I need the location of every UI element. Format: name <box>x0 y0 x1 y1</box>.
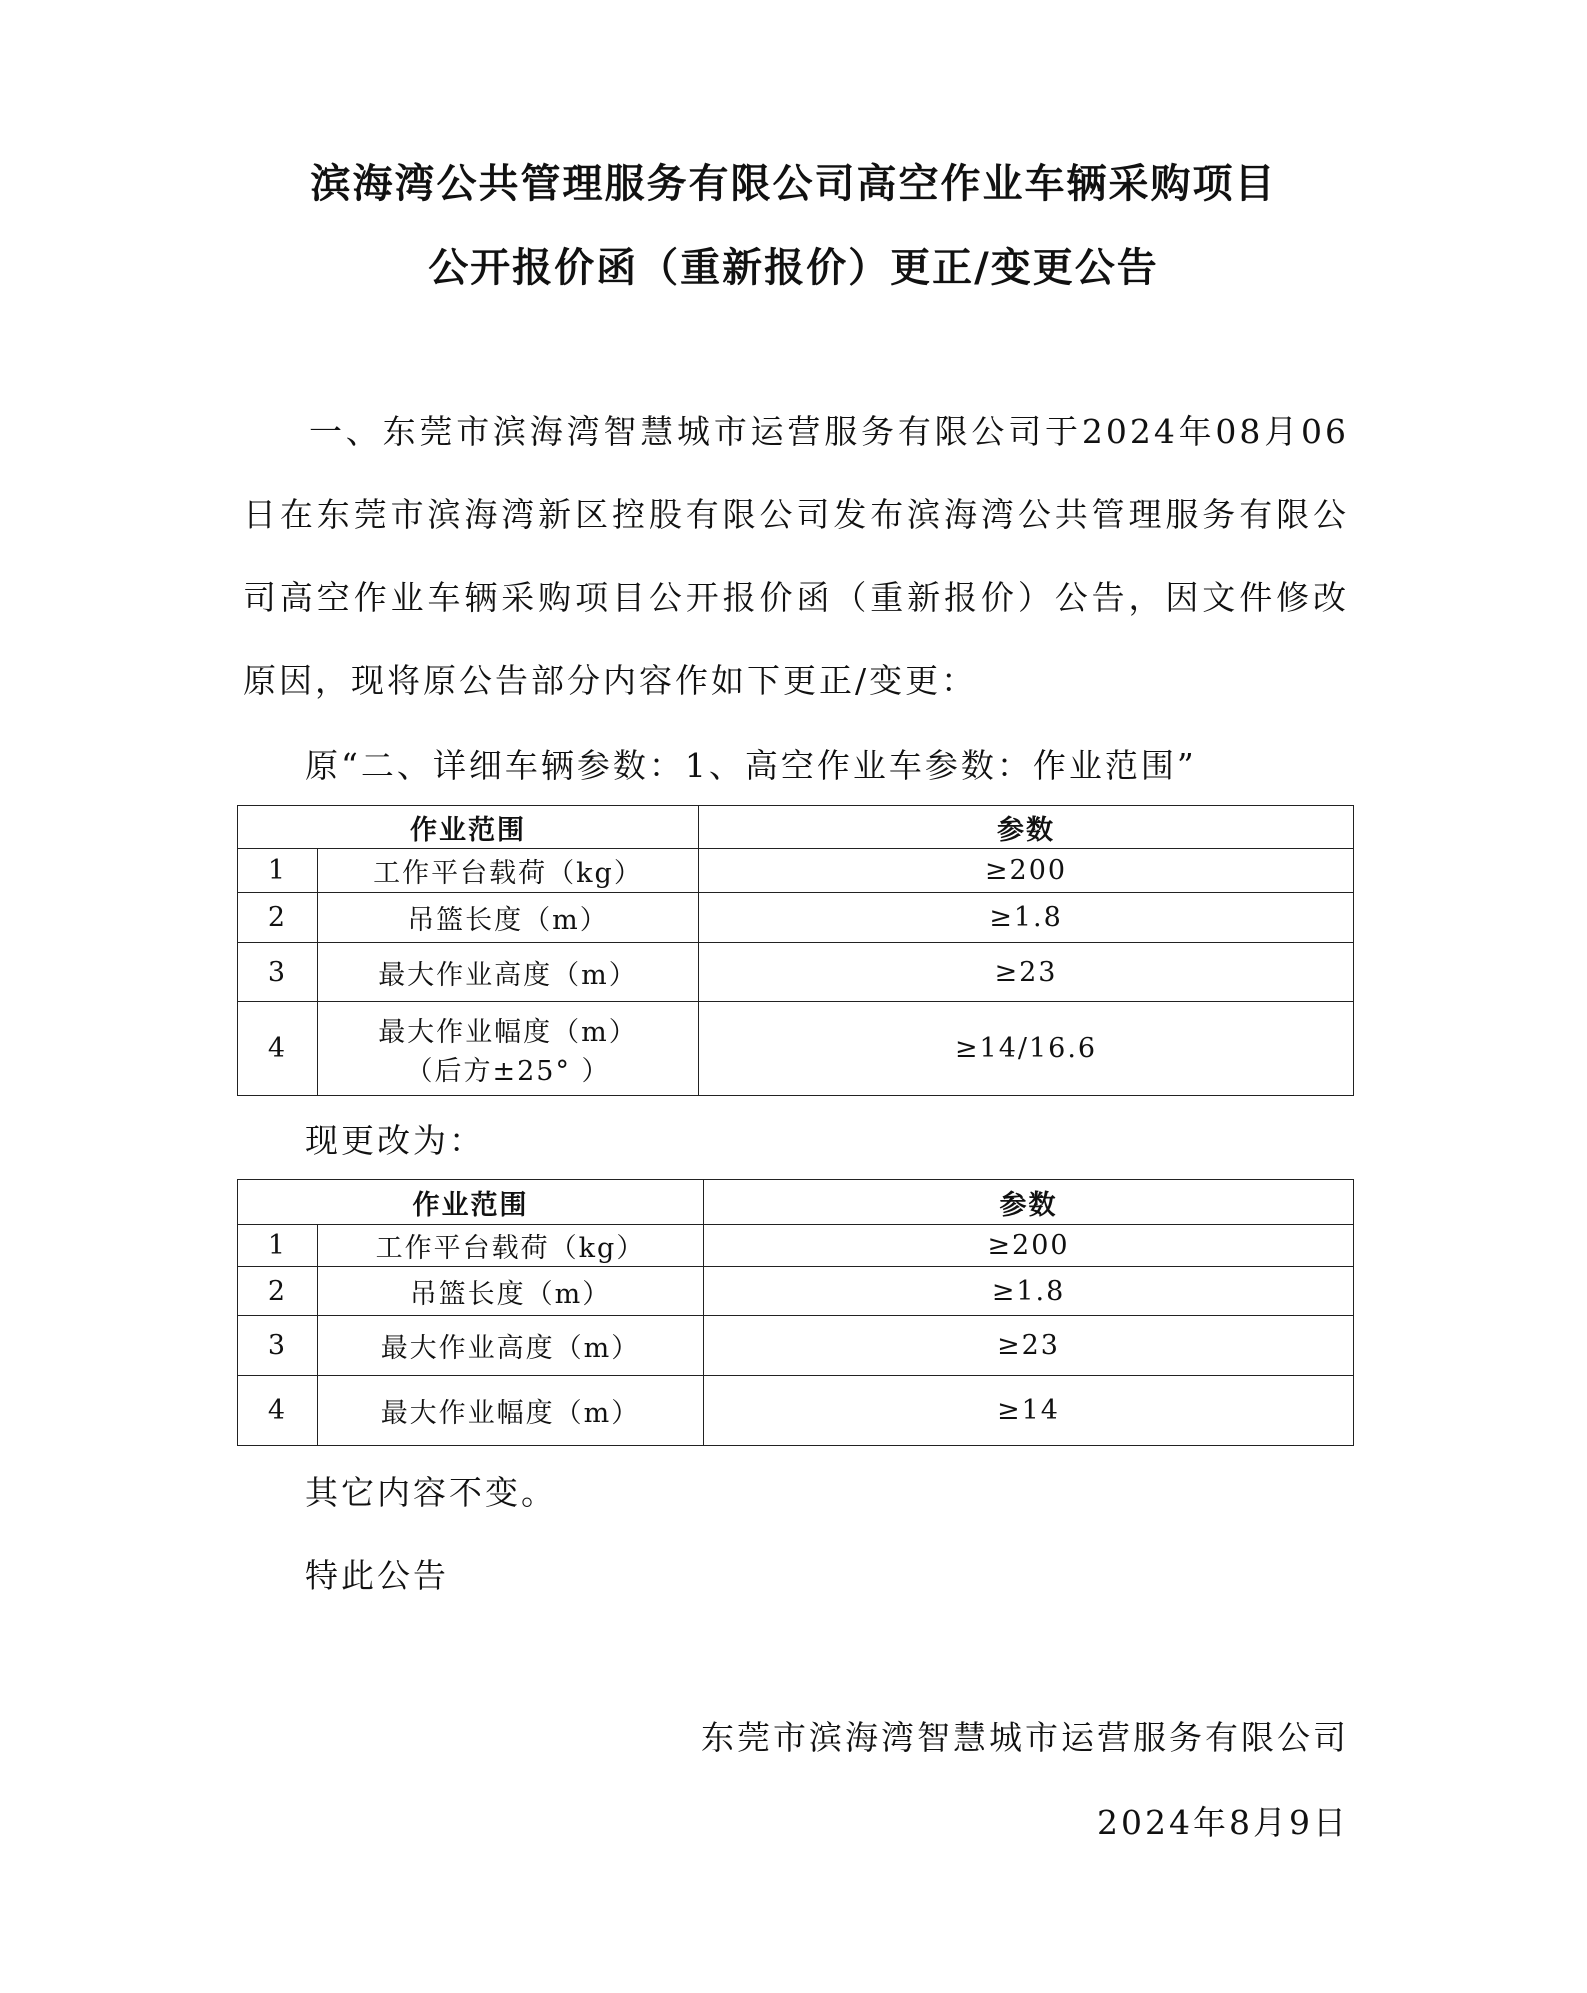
row-number: 1 <box>238 849 318 893</box>
row-parameter: ≥200 <box>699 849 1354 893</box>
table-row <box>238 1225 1354 1267</box>
header-parameter: 参数 <box>699 806 1354 849</box>
notice-statement: 特此公告 <box>305 1556 449 1595</box>
row-item: 吊篮长度（m） <box>318 893 699 943</box>
row-number: 2 <box>238 1267 318 1316</box>
table-row <box>238 1316 1354 1376</box>
row-item: 工作平台载荷（kg） <box>318 849 699 893</box>
row-parameter: ≥1.8 <box>704 1267 1354 1316</box>
table-row <box>238 893 1354 943</box>
table-row <box>238 943 1354 1002</box>
table-row <box>238 1002 1354 1096</box>
table-row <box>238 849 1354 893</box>
row-number: 4 <box>238 1376 318 1446</box>
header-parameter: 参数 <box>704 1180 1354 1225</box>
row-parameter: ≥200 <box>704 1225 1354 1267</box>
changed-section-label: 现更改为： <box>305 1121 485 1160</box>
table-header-row <box>238 1180 1354 1225</box>
table-header-row <box>238 806 1354 849</box>
row-item-main: 最大作业幅度（m） <box>378 1016 638 1048</box>
signature-company: 东莞市滨海湾智慧城市运营服务有限公司 <box>701 1718 1349 1757</box>
row-item: 最大作业高度（m） <box>318 943 699 1002</box>
row-item <box>318 1002 699 1096</box>
original-section-label: 原“二、详细车辆参数：1、高空作业车参数：作业范围” <box>305 746 1197 785</box>
header-work-range: 作业范围 <box>238 1180 704 1225</box>
header-work-range: 作业范围 <box>238 806 699 849</box>
document-title-line-1: 滨海湾公共管理服务有限公司高空作业车辆采购项目 <box>310 161 1277 207</box>
body-paragraph: 一、东莞市滨海湾智慧城市运营服务有限公司于2024年08月06日在东莞市滨海湾新区控股有限公司发布滨海湾公共管理服务有限公司高空作业车辆采购项目公开报价函（重新报价）公告，因文件修改原因，现将原公告部分内容作如下更正/变更： <box>243 412 1349 700</box>
row-item: 吊篮长度（m） <box>318 1267 704 1316</box>
row-item: 最大作业幅度（m） <box>318 1376 704 1446</box>
row-number: 4 <box>238 1002 318 1096</box>
row-number: 2 <box>238 893 318 943</box>
row-item: 工作平台载荷（kg） <box>318 1225 704 1267</box>
table-row <box>238 1267 1354 1316</box>
original-parameter-table <box>237 805 1354 1096</box>
row-parameter: ≥23 <box>699 943 1354 1002</box>
signature-date: 2024年8月9日 <box>1097 1803 1349 1842</box>
row-parameter: ≥1.8 <box>699 893 1354 943</box>
row-parameter: ≥14 <box>704 1376 1354 1446</box>
row-item-note: （后方±25° ） <box>405 1055 611 1087</box>
row-parameter: ≥14/16.6 <box>699 1002 1354 1096</box>
row-number: 3 <box>238 943 318 1002</box>
row-number: 1 <box>238 1225 318 1267</box>
other-content-unchanged: 其它内容不变。 <box>305 1473 557 1512</box>
document-title-line-2: 公开报价函（重新报价）更正/变更公告 <box>428 245 1159 291</box>
row-item: 最大作业高度（m） <box>318 1316 704 1376</box>
row-parameter: ≥23 <box>704 1316 1354 1376</box>
row-number: 3 <box>238 1316 318 1376</box>
new-parameter-table <box>237 1179 1354 1446</box>
table-row <box>238 1376 1354 1446</box>
